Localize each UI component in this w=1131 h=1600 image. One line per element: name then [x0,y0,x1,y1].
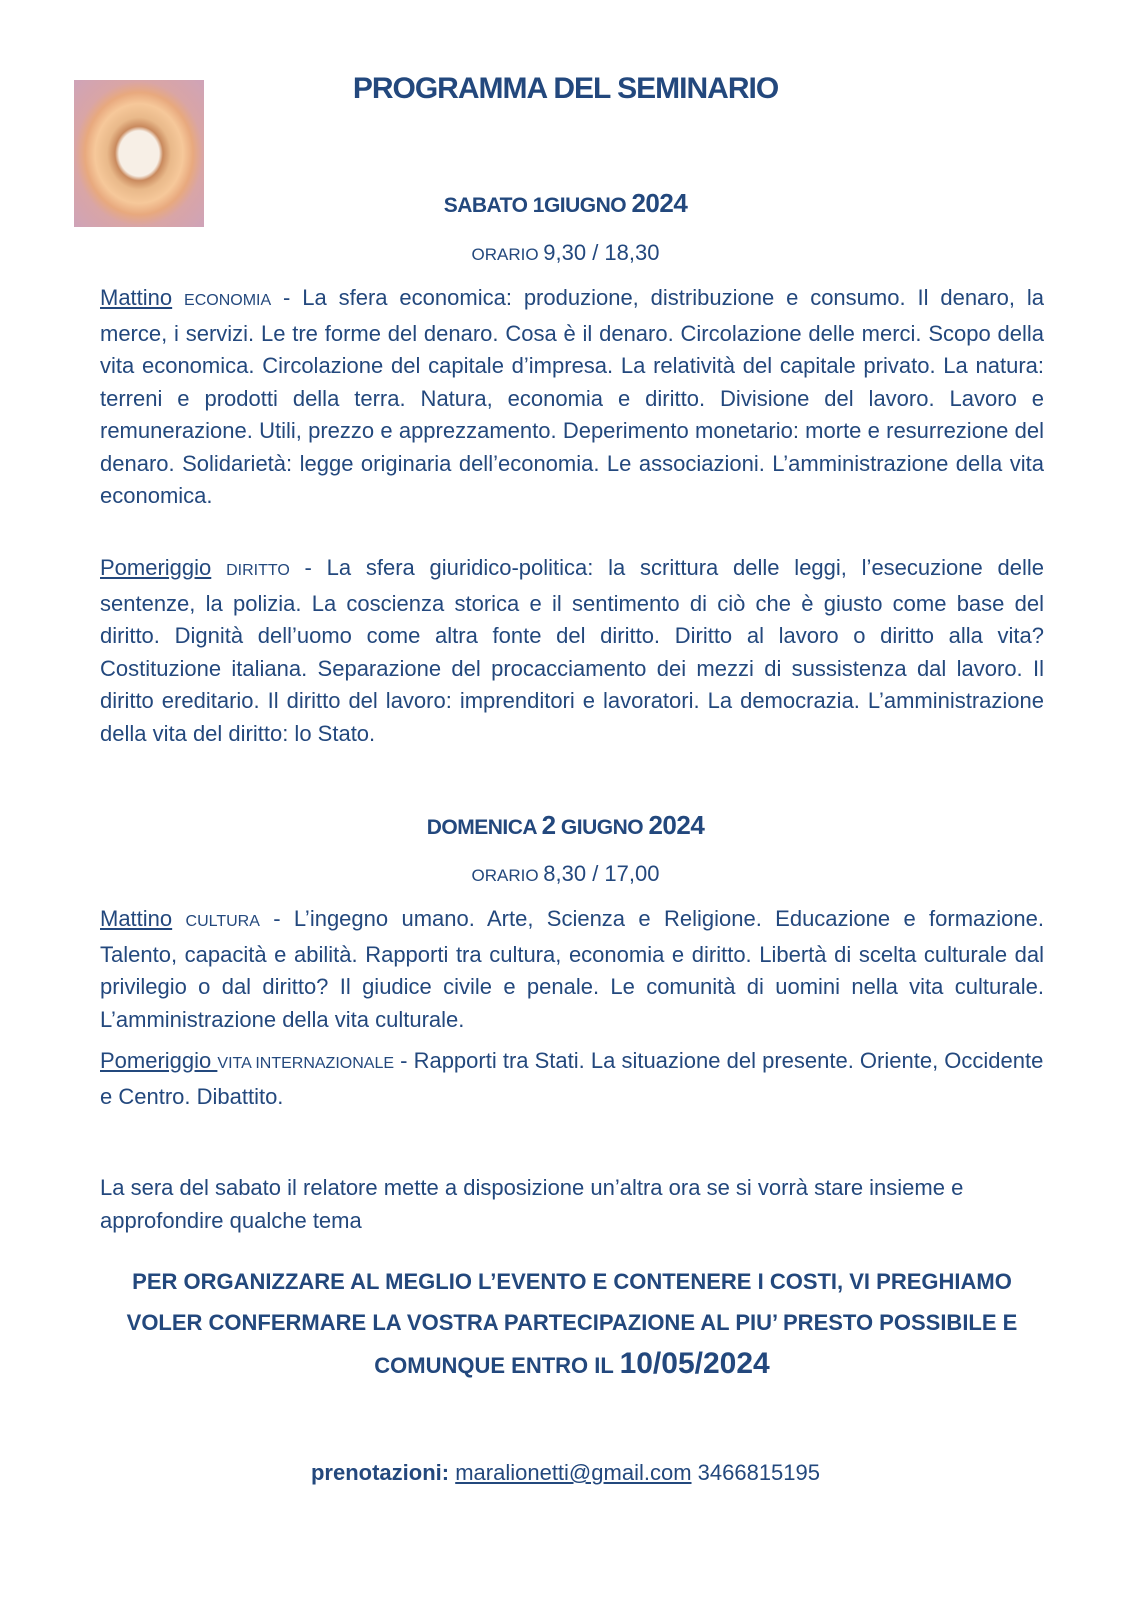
day2-morning-session: Mattino CULTURA - L’ingegno umano. Arte, Scienza e Religione. Educazione e formazione. Talento, capacità e abilità. Rapporti tra cultura, economia e diritto. Libertà di scelta culturale dal privilegio o dal diritto? Il giudice civile e penale. Le comunità di uomini nella vita culturale. L’amministrazione della vita culturale. [100,906,1044,1032]
registration-call-to-action: PER ORGANIZZARE AL MEGLIO L’EVENTO E CONTENERE I COSTI, VI PREGHIAMO VOLER CONFERMARE LA VOSTRA PARTECIPAZIONE AL PIU’ PRESTO POSSIBILE E COMUNQUE ENTRO IL 10/05/2024 [126,1269,1018,1380]
day1-afternoon-session: Pomeriggio DIRITTO - La sfera giuridico-politica: la scrittura delle leggi, l’esecuzione delle sentenze, la polizia. La coscienza storica e il sentimento di ciò che è giusto come base del diritto. Dignità dell’uomo come altra fonte del diritto. Diritto al lavoro o diritto alla vita? Costituzione italiana. Separazione del procacciamento dei mezzi di sussistenza dal lavoro. Il diritto ereditario. Il diritto del lavoro: imprenditori e lavoratori. La democrazia. L’amministrazione della vita del diritto: lo Stato. [100,555,1044,746]
booking-contact: prenotazioni: maralionetti@gmail.com 3466815195 [310,1460,820,1485]
day1-morning-session: Mattino ECONOMIA - La sfera economica: produzione, distribuzione e consumo. Il denaro, la merce, i servizi. Le tre forme del denaro. Cosa è il denaro. Circolazione delle merci. Scopo della vita economica. Circolazione del capitale d’impresa. La relatività del capitale privato. La natura: terreni e prodotti della terra. Natura, economia e diritto. Divisione del lavoro. Lavoro e remunerazione. Utili, prezzo e apprezzamento. Deperimento monetario: morte e resurrezione del denaro. Solidarietà: legge originaria dell’economia. Le associazioni. L’amministrazione della vita economica. [100,285,1044,508]
email-link[interactable]: maralionetti@gmail.com [455,1460,692,1485]
day1-hours: ORARIO 9,30 / 18,30 [471,240,660,265]
day2-heading: DOMENICA 2 GIUGNO 2024 [426,810,705,840]
evening-note: La sera del sabato il relatore mette a disposizione un’altra ora se si vorrà stare insieme e approfondire qualche tema [100,1175,964,1233]
day2-hours: ORARIO 8,30 / 17,00 [471,861,660,886]
deadline-date: 10/05/2024 [619,1347,770,1380]
day2-afternoon-session: Pomeriggio VITA INTERNAZIONALE - Rapporti tra Stati. La situazione del presente. Oriente, Occidente e Centro. Dibattito. [100,1048,1044,1109]
page-title: PROGRAMMA DEL SEMINARIO [352,72,779,105]
day1-heading: SABATO 1GIUGNO 2024 [443,188,688,218]
phone-number: 3466815195 [697,1460,820,1485]
